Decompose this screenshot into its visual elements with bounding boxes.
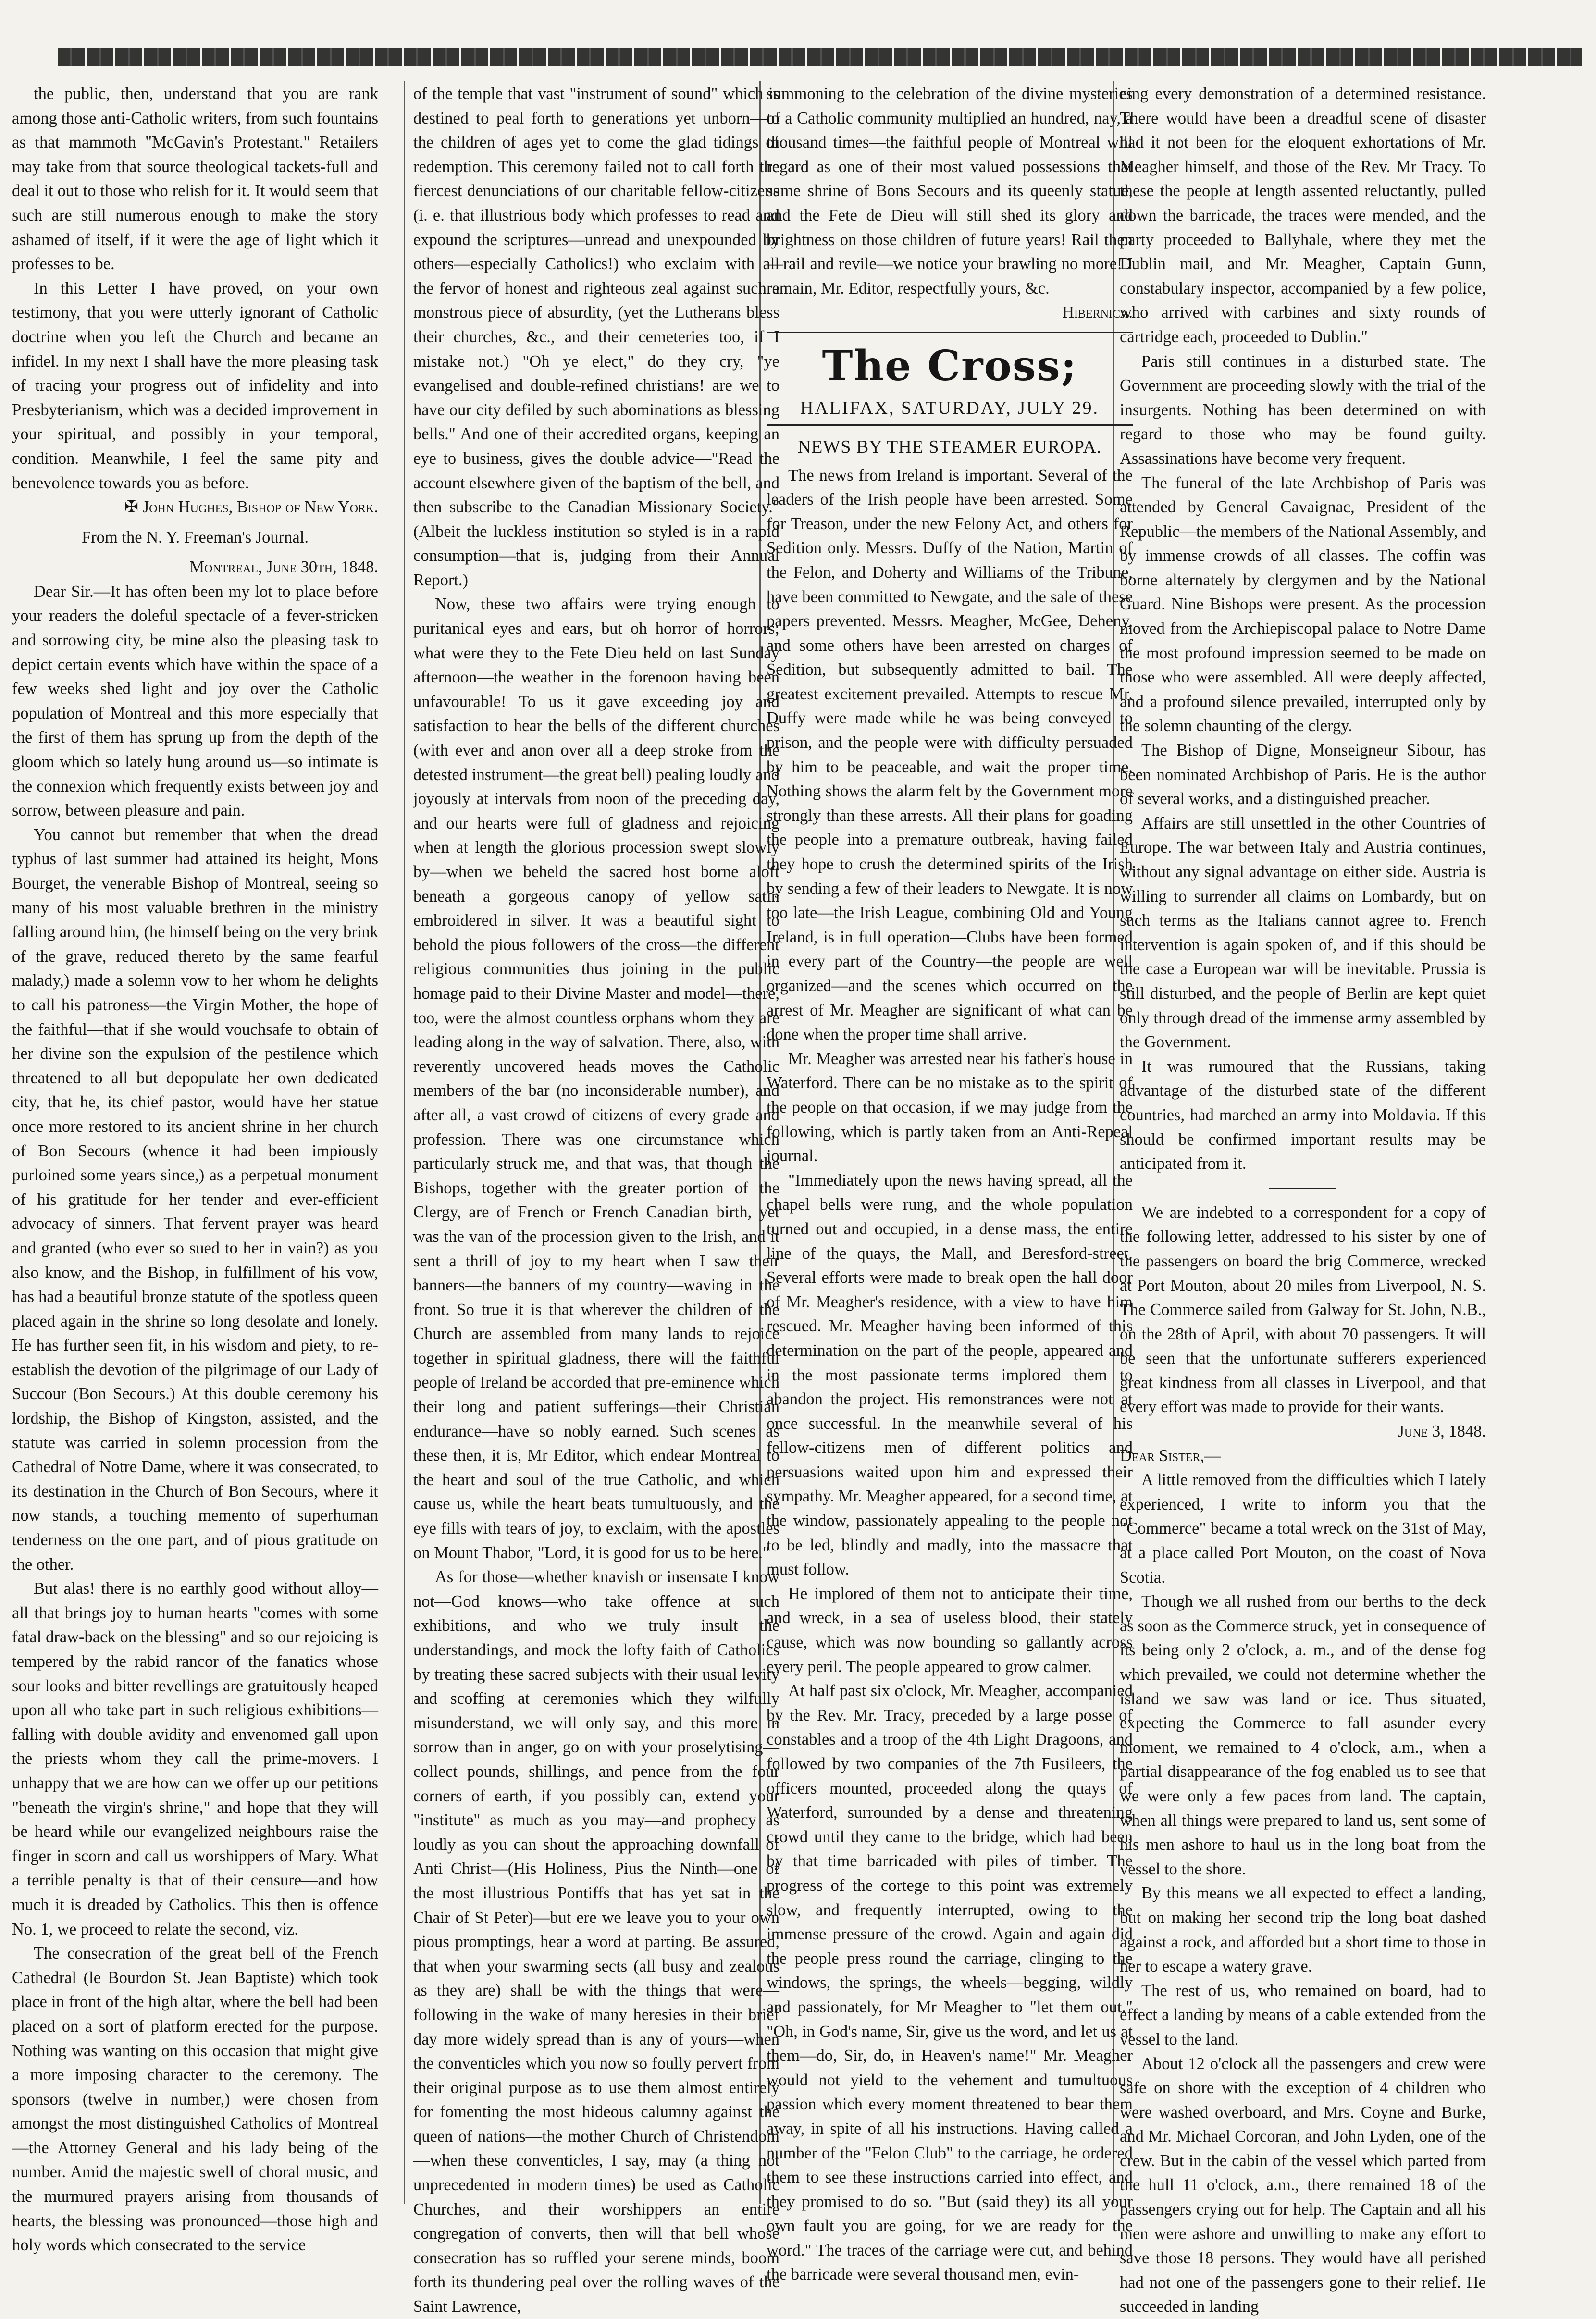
letter-date: June 3, 1848. <box>1120 1419 1486 1444</box>
paragraph: Though we all rushed from our berths to the deck as soon as the Commerce struck, yet in consequence of its being only 2 o'clock, a. m., and of the dense fog which prevailed, we could not determine whether the island we saw was land or ice. Thus situated, expecting the Commerce to fall asunder every moment, we remained to 4 o'clock, a.m., when a partial disappearance of the fog enabled us to see that we were only a few paces from land. The captain, when all things were prepared to land us, sent some of his men ashore to haul us in the long boat from the vessel to the shore. <box>1120 1589 1486 1881</box>
paragraph: The news from Ireland is important. Several of the leaders of the Irish people have been arrested. Some for Treason, under the new Felony Act, and others for Sedition only. Messrs. Duffy of the Nation, Martin of the Felon, and Doherty and Williams of the Tribune, have been committed to Newgate, and the sale of these papers prevented. Messrs. Meagher, McGee, Deheny, and some others have been arrested on charges of Sedition, but subsequently admitted to bail. The greatest excitement prevailed. Attempts to rescue Mr. Duffy were made while he was being conveyed to prison, and the people were with difficulty persuaded by him to be peaceable, and wait the proper time. Nothing shows the alarm felt by the Government more strongly than these arrests. All their plans for goading the people into a premature outbreak, having failed they hope to crush the determined spirits of the Irish by sending a few of their leaders to Newgate. It is now too late—the Irish League, combining Old and Young Ireland, is in full operation—Clubs have been formed in every part of the Country—the people are well organized—and the scenes which occurred on the arrest of Mr. Meagher are significant of what can be done when the proper time shall arrive. <box>767 463 1133 1047</box>
paragraph: A little removed from the difficulties which I lately experienced, I write to inform you that the "Commerce" became a total wreck on the 31st of May, at a place called Port Mouton, on the coast of Nova Scotia. <box>1120 1468 1486 1589</box>
paragraph: As for those—whether knavish or insensate I know not—God knows—who take offence at such exhibitions, and who we truly insult the understandings, and mock the lofty faith of Catholics by treating these sacred subjects with their usual levity and scoffing at ceremonies which they wilfully misunderstand, we will only say, and this more in sorrow than in anger, go on with your proselytising—collect pounds, shillings, and pence from the four corners of earth, if you possibly can, extend your "institute" as much as you may—and prophecy as loudly as you can shout the approaching downfall of Anti Christ—(His Holiness, Pius the Ninth—one of the most illustrious Pontiffs that has yet sat in the Chair of St Peter)—but ere we leave you to your own pious promptings, hear a word at parting. Be assured, that when your swarming sects (all busy and zealous as they are) shall be with the things that were—following in the wake of many heresies in their brief day more widely spread than is any of yours—when the conventicles which you now so foully pervert from their original purpose as to use them almost entirely for fomenting the most hideous calumny against the queen of nations—the mother Church of Christendom—when these conventicles, I say, may (a thing not unprecedented in modern times) be used as Catholic Churches, and their worshippers an entire congregation of converts, then will that bell whose consecration has so ruffled your serene minds, boom forth its thundering peal over the rolling waves of the Saint Lawrence, <box>413 1565 779 2319</box>
column-2 <box>413 82 779 2196</box>
paragraph: summoning to the celebration of the divine mysteries of a Catholic community multiplied an hundred, nay, a thousand times—the faithful people of Montreal will regard as one of their most valued possessions that same shrine of Bons Secours and its queenly statue, and the Fete de Dieu will still shed its glory and brightness on those children of future years! Rail then—rail and revile—we notice your brawling no more! I remain, Mr. Editor, respectfully yours, &c. <box>767 82 1133 300</box>
paragraph: About 12 o'clock all the passengers and crew were safe on shore with the exception of 4 children who were washed overboard, and Mrs. Coyne and Burke, and Mr. Michael Corcoran, and John Lyden, one of the crew. But in the cabin of the vessel which parted from the hull 11 o'clock, a.m., there remained 18 of the passengers crying out for help. The Captain and all his men were ashore and unwilling to make any effort to save those 18 persons. They would have all perished had not one of the passengers gone to their relief. He succeeded in landing <box>1120 2052 1486 2319</box>
paragraph: The Bishop of Digne, Monseigneur Sibour, has been nominated Archbishop of Paris. He is the author of several works, and a distinguished preacher. <box>1120 738 1486 811</box>
letter-salutation: Dear Sister,— <box>1120 1444 1486 1468</box>
news-heading: NEWS BY THE STEAMER EUROPA. <box>767 435 1133 459</box>
signature-hughes: ✠ John Hughes, Bishop of New York. <box>12 495 378 520</box>
paragraph: "Immediately upon the news having spread, all the chapel bells were rung, and the whole population turned out and occupied, in a dense mass, the entire line of the quays, the Mall, and Beresford-street. Several efforts were made to break open the hall door of Mr. Meagher's residence, with a view to have him rescued. Mr. Meagher having been informed of this determination on the part of the people, appeared and in the most passionate terms implored them to abandon the project. His remonstrances were not at once successful. In the meanwhile several of his fellow-citizens men of different politics and persuasions waited upon him and expressed their sympathy. Mr. Meagher appeared, for a second time, at the window, passionately appealing to the people not to be led, blindly and madly, into the massacre that must follow. <box>767 1168 1133 1582</box>
paragraph: of the temple that vast "instrument of sound" which is destined to peal forth to generations yet unborn—to the children of ages yet to come the glad tidings of redemption. This ceremony failed not to call forth the fiercest denunciations of our charitable fellow-citizens (i. e. that illustrious body which professes to read and expound the scriptures—unread and unexpounded by others—especially Catholics!) who exclaim with all the fervor of honest and righteous zeal against such a monstrous piece of absurdity, (yet the Lutherans bless their churches, &c., and their cemeteries too, if I mistake not.) "Oh ye elect," do they cry, "ye evangelised and double-refined christians! are we to have our city defiled by such abominations as blessing bells." And one of their accredited organs, keeping an eye to business, gives the double advice—"Read the account elsewhere given of the baptism of the bell, and then subscribe to the Canadian Missionary Society." (Albeit the luckless institution so styled is in a rapid consumption—that is, judging from their Annual Report.) <box>413 82 779 592</box>
paragraph: the public, then, understand that you are rank among those anti-Catholic writers, from such fountains as that mammoth "McGavin's Protestant." Retailers may take from that source theological tackets-full and deal it out to those who relish for it. It would seem that such are still numerous enough to make the story ashamed of itself, if it were the age of light which it professes to be. <box>12 82 378 276</box>
paragraph: Now, these two affairs were trying enough to puritanical eyes and ears, but oh horror of horrors; what were they to the Fete Dieu held on last Sunday afternoon—the weather in the forenoon having been unfavourable! To us it gave exceeding joy and satisfaction to hear the bells of the different churches (with ever and anon over all a deep stroke from the detested instrument—the great bell) pealing loudly and joyously at intervals from noon of the preceding day, and our hearts were full of gladness and rejoicing when at length the glorious procession swept slowly by—when we beheld the sacred host borne aloft beneath a gorgeous canopy of yellow satin embroidered in silver. It was a beautiful sight to behold the pious followers of the cross—the different religious communities thus joining in the public homage paid to their Divine Master and model—there, too, were the almost countless orphans whom they are leading along in the way of salvation. There, also, with reverently uncovered heads moves the Catholic members of the bar (no inconsiderable number), and after all, a vast crowd of citizens of every grade and profession. There was one circumstance which particularly struck me, and that was, that though the Bishops, together with the greater portion of the Clergy, are of French or French Canadian birth, yet was the van of the procession given to the Irish, and it sent a thrill of joy to my heart when I saw their banners—the banners of my country—waving in the front. So true it is that wherever the children of the Church are assembled from many lands to rejoice together in spiritual gladness, there will the faithful people of Ireland be accorded that pre-eminence which their long and patient sufferings—their Christian endurance—have so nobly earned. Such scenes as these then, it is, Mr Editor, which endear Montreal to the heart and soul of the true Catholic, and which cause us, while the heart beats tumultuously, and the eye fills with tears of joy, to exclaim, with the apostles on Mount Thabor, "Lord, it is good for us to be here." <box>413 592 779 1565</box>
paragraph: We are indebted to a correspondent for a copy of the following letter, addressed to his sister by one of the passengers on board the brig Commerce, wrecked at Port Mouton, about 20 miles from Liverpool, N. S. The Commerce sailed from Galway for St. John, N.B., on the 28th of April, with about 70 passengers. It will be seen that the unfortunate sufferers experienced great kindness from all classes in Liverpool, and that every effort was made to provide for their wants. <box>1120 1201 1486 1419</box>
source-heading: From the N. Y. Freeman's Journal. <box>12 525 378 550</box>
paragraph: The rest of us, who remained on board, had to effect a landing by means of a cable extended from the vessel to the land. <box>1120 1979 1486 2052</box>
signature-hibernica: Hibernica. <box>767 300 1133 325</box>
masthead-title: The Cross; <box>767 340 1133 393</box>
column-1 <box>12 82 378 2196</box>
paragraph: It was rumoured that the Russians, taking advantage of the disturbed state of the different countries, had marched an army into Moldavia. If this should be confirmed important results may be anticipated from it. <box>1120 1054 1486 1176</box>
paragraph: The funeral of the late Archbishop of Paris was attended by General Cavaignac, President of the Republic—the members of the National Assembly, and by immense crowds of all classes. The coffin was borne alternately by clergymen and by the National Guard. Nine Bishops were present. As the procession moved from the Archiepiscopal palace to Notre Dame the most profound impression seemed to be made on those who were assembled. All were deeply affected, and a profound silence prevailed, interrupted only by the solemn chaunting of the clergy. <box>1120 471 1486 739</box>
paragraph: Mr. Meagher was arrested near his father's house in Waterford. There can be no mistake as to the spirit of the people on that occasion, if we may judge from the following, which is partly taken from an Anti-Repeal journal. <box>767 1047 1133 1168</box>
paragraph: Paris still continues in a disturbed state. The Government are proceeding slowly with the trial of the insurgents. Nothing has been determined on with regard to those who may be found guilty. Assassinations have become very frequent. <box>1120 349 1486 471</box>
paragraph: Affairs are still unsettled in the other Countries of Europe. The war between Italy and Austria continues, without any signal advantage on either side. Austria is willing to surrender all claims on Lombardy, but on such terms as the Italians cannot agree to. French intervention is again spoken of, and if this should be the case a European war will be inevitable. Prussia is still disturbed, and the people of Berlin are kept quiet only through dread of the immense army assembled by the Government. <box>1120 811 1486 1054</box>
column-3 <box>767 82 1133 2196</box>
divider <box>1269 1188 1336 1189</box>
paragraph: At half past six o'clock, Mr. Meagher, accompanied by the Rev. Mr. Tracy, preceded by a large posse of constables and a troop of the 4th Light Dragoons, and followed by two companies of the 7th Fusileers, the officers mounted, proceeded along the quays of Waterford, surrounded by a dense and threatening crowd until they came to the bridge, which had been by that time barricaded with piles of timber. The progress of the cortege to this point was extremely slow, and frequently interrupted, owing to the immense pressure of the crowd. Again and again did the people press round the carriage, clinging to the windows, the springs, the wheels—begging, wildly and passionately, for Mr Meagher to "let them out." "Oh, in God's name, Sir, give us the word, and let us at them—do, Sir, do, in Heaven's name!" Mr. Meagher would not yield to the vehement and tumultuous passion which every moment threatened to bear them away, in spite of all his instructions. Having called a number of the "Felon Club" to the carriage, he ordered them to see these instructions carried into effect, and they promised to do so. "But (said they) its all your own fault you are going, for we are ready for the word." The traces of the carriage were cut, and behind the barricade were several thousand men, evin- <box>767 1679 1133 2287</box>
paragraph: In this Letter I have proved, on your own testimony, that you were utterly ignorant of Catholic doctrine when you left the Church and became an infidel. In my next I shall have the more pleasing task of tracing your progress out of infidelity and into Presbyterianism, which was a decided improvement in your spiritual, and possibly in your temporal, condition. Meanwhile, I feel the same pity and benevolence towards you as before. <box>12 276 378 495</box>
masthead-dateline: HALIFAX, SATURDAY, JULY 29. <box>767 395 1133 426</box>
paragraph: cing every demonstration of a determined resistance. There would have been a dreadful scene of disaster had it not been for the eloquent exhortations of Mr. Meagher himself, and those of the Rev. Mr Tracy. To these the people at length assented reluctantly, pulled down the barricade, the traces were mended, and the party proceeded to Ballyhale, where they met the Dublin mail, and Mr. Meagher, Captain Gunn, constabulary inspector, accompanied by a few police, who arrived with carbines and sixty rounds of cartridge each, proceeded to Dublin." <box>1120 82 1486 349</box>
paragraph: You cannot but remember that when the dread typhus of last summer had attained its height, Mons Bourget, the venerable Bishop of Montreal, seeing so many of his most valuable brethren in the ministry falling around him, (he himself being on the very brink of the grave, reduced thereto by the same fearful malady,) made a solemn vow to her whom he delights to call his patroness—the Virgin Mother, the hope of the faithful—that if she would vouchsafe to obtain of her divine son the expulsion of the pestilence which threatened to all but depopulate her own dedicated city, that he, its chief pastor, would have her statue once more restored to its ancient shrine in her church of Bon Secours (whence it had been impiously purloined some years since,) as a perpetual monument of his gratitude for her tender and ever-efficient advocacy of sinners. That fervent prayer was heard and granted (who ever so sued to her in vain?) as you also know, and the Bishop, in fulfillment of his vow, has had a beautiful bronze statute of the spotless queen placed again in the shrine so long desolate and lonely. He has further seen fit, in his wisdom and piety, to re-establish the devotion of the pilgrimage of our Lady of Succour (Bon Secours.) At this double ceremony his lordship, the Bishop of Kingston, assisted, and the statute was carried in solemn procession from the Cathedral of Notre Dame, where it was consecrated, to its destination in the Church of Bon Secours, where it now stands, a touching memento of superhuman tenderness on the one part, and of pious gratitude on the other. <box>12 823 378 1576</box>
column-4 <box>1120 82 1486 2196</box>
column-rule <box>404 81 405 2204</box>
paragraph: Dear Sir.—It has often been my lot to place before your readers the doleful spectacle of a fever-stricken and sorrowing city, be mine also the pleasing task to depict certain events which have within the space of a few weeks shed light and joy over the Catholic population of Montreal and this more especially that the first of them has sprung up from the depth of the gloom which so lately hung around us—so intimate is the connexion which frequently exists between joy and sorrow, between pleasure and pain. <box>12 580 378 823</box>
paragraph: But alas! there is no earthly good without alloy—all that brings joy to human hearts "comes with some fatal draw-back on the blessing" and so our rejoicing is tempered by the rabid rancor of the fanatics whose sour looks and bitter revellings are gratuitously heaped upon all who take part in such religious exhibitions—falling with double avidity and envenomed gall upon the priests whom they call the prime-movers. I unhappy that we are how can we offer up our petitions "beneath the virgin's shrine," and hope that they will be heard while our evangelized neighbours raise the finger in scorn and call us worshippers of Mary. What a terrible penalty is that of their censure—and how much it is dreaded by Catholics. This then is offence No. 1, we proceed to relate the second, viz. <box>12 1576 378 1941</box>
paragraph: By this means we all expected to effect a landing, but on making her second trip the long boat dashed against a rock, and afforded but a short time to those in her to escape a watery grave. <box>1120 1881 1486 1978</box>
dateline-montreal: Montreal, June 30th, 1848. <box>12 555 378 580</box>
divider <box>767 332 1133 333</box>
top-rule-ornament <box>58 48 1582 66</box>
paragraph: He implored of them not to anticipate their time, and wreck, in a sea of useless blood, their stately cause, which was now bounding so gallantly across every peril. The people appeared to grow calmer. <box>767 1582 1133 1679</box>
paragraph: The consecration of the great bell of the French Cathedral (le Bourdon St. Jean Baptiste) which took place in front of the high altar, where the bell had been placed on a sort of platform erected for the purpose. Nothing was wanting on this occasion that might give a more imposing character to the ceremony. The sponsors (twelve in number,) were chosen from amongst the most distinguished Catholics of Montreal—the Attorney General and his lady being of the number. Amid the majestic swell of choral music, and the murmured prayers arising from thousands of hearts, the blessing was pronounced—those high and holy words which consecrated to the service <box>12 1941 378 2257</box>
